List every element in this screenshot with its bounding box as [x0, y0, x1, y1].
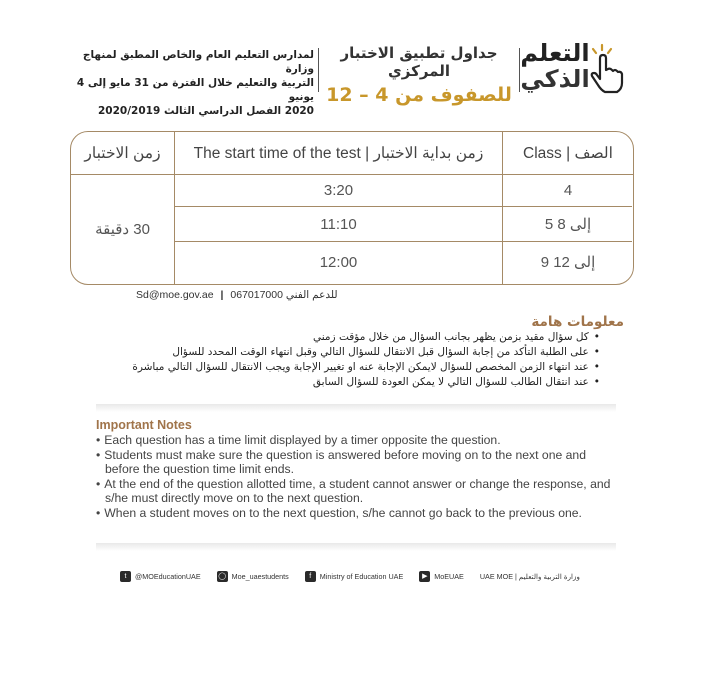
header-class: Class | الصف — [523, 144, 613, 162]
list-item: • Students must make sure the question is answered before moving on to the next one and before the question time limit ends. — [96, 448, 616, 477]
instagram-handle[interactable]: Moe_uaestudents — [231, 571, 289, 581]
title-line-2: للصفوف من 4 – 12 — [326, 84, 512, 106]
header-divider — [318, 48, 319, 92]
twitter-handle[interactable]: @MOEducationUAE — [135, 571, 201, 581]
twitter-icon[interactable]: t — [120, 571, 131, 582]
header-title — [316, 44, 522, 106]
desc-line-2: التربية والتعليم خلال الفترة من 31 مايو إلى 4 يونيو — [76, 77, 314, 103]
english-notes-title: Important Notes — [96, 418, 192, 432]
schedule-table — [70, 131, 634, 285]
instagram-icon[interactable]: ◯ — [217, 571, 228, 582]
english-notes-list — [96, 433, 616, 521]
title-line-1: جداول تطبيق الاختبار المركزي — [340, 44, 498, 80]
desc-line-3: 2020 الفصل الدراسي الثالث 2020/2019 — [98, 105, 314, 117]
list-item: • عند انتقال الطالب للسؤال التالي لا يمكن العودة للسؤال السابق — [96, 375, 600, 390]
header-start-time: The start time of the test | زمن بداية الاختبار — [193, 144, 484, 162]
hand-pointer-icon — [588, 42, 628, 94]
ministry-name: UAE MOE | وزارة التربية والتعليم — [479, 571, 580, 581]
class-cell: 4 — [563, 182, 573, 199]
facebook-handle[interactable]: Ministry of Education UAE — [319, 571, 404, 581]
social-footer — [120, 568, 580, 584]
technical-support — [136, 289, 356, 301]
facebook-icon[interactable]: f — [305, 571, 316, 582]
youtube-handle[interactable]: MoEUAE — [434, 571, 464, 581]
arabic-notes-list — [96, 330, 600, 390]
start-time-cell: 12:00 — [319, 253, 358, 271]
list-item: • كل سؤال مقيد بزمن يظهر بجانب السؤال من خلال مؤقت زمني — [96, 330, 600, 345]
support-separator: | — [220, 289, 224, 301]
list-item: • عند انتهاء الزمن المخصص للسؤال لايمكن الإجابة عنه او تغيير الإجابة ويجب الانتقال للسؤال التالي مباشرة — [96, 360, 600, 375]
arabic-notes-title: معلومات هامة — [531, 314, 624, 330]
header-description — [60, 48, 314, 118]
list-item: • At the end of the question allotted time, a student cannot answer or change the response, and s/he must directly move on to the next question. — [96, 477, 616, 506]
section-divider — [96, 404, 616, 412]
list-item: • Each question has a time limit displayed by a timer opposite the question. — [96, 433, 616, 448]
section-divider — [96, 543, 616, 551]
class-cell: 5 إلى 8 — [544, 216, 592, 233]
header-duration: زمن الاختبار — [84, 144, 161, 162]
start-time-cell: 3:20 — [323, 182, 354, 199]
support-phone[interactable]: 067017000 — [230, 289, 283, 301]
support-label: للدعم الفني — [285, 289, 338, 301]
logo-line-1: التعلم — [520, 39, 590, 67]
start-time-cell: 11:10 — [320, 215, 357, 233]
logo-text — [520, 40, 590, 92]
desc-line-1: لمدارس التعليم العام والخاص المطبق لمنهاج وزارة — [82, 49, 314, 75]
youtube-icon[interactable]: ▶ — [419, 571, 430, 582]
duration-cell: 30 دقيقة — [95, 220, 150, 238]
list-item: • على الطلبة التأكد من إجابة السؤال قبل الانتقال للسؤال التالي وقبل انتهاء الوقت المحدد للسؤال — [96, 345, 600, 360]
list-item: • When a student moves on to the next question, s/he cannot go back to the previous one. — [96, 506, 616, 521]
class-cell: 9 إلى 12 — [540, 254, 596, 271]
logo-line-2: الذكي — [520, 65, 590, 93]
support-email[interactable]: Sd@moe.gov.ae — [136, 289, 214, 301]
